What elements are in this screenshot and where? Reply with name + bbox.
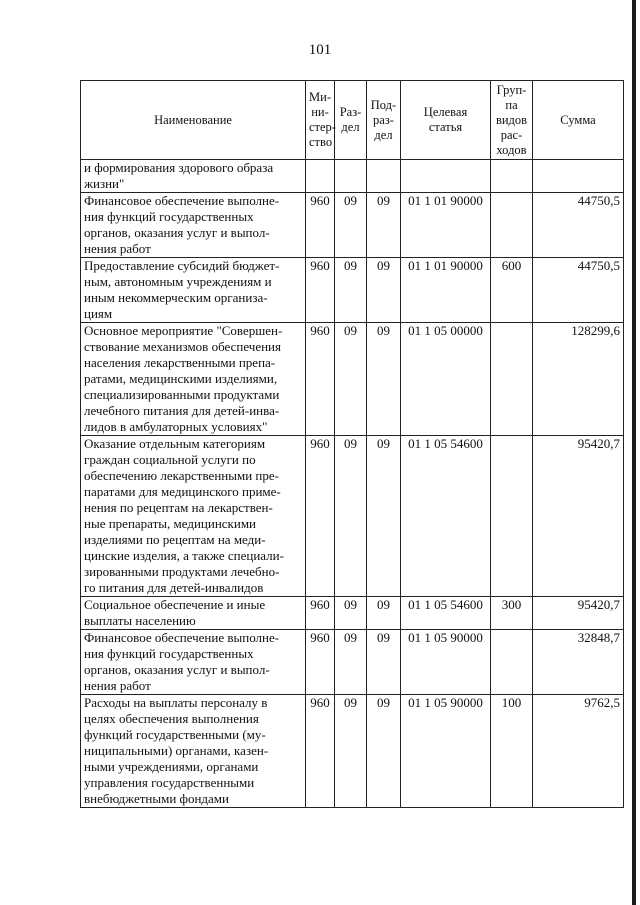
table-row	[81, 695, 624, 808]
header-group-label: Груп- па видов рас- ходов	[495, 82, 528, 157]
row-sum: 32848,7	[533, 630, 624, 695]
table-row	[81, 323, 624, 436]
row-name: Основное мероприятие "Совершен- ствование механизмов обеспечения населения лекарственными препа- ратами, медицинскими изделиями, специализированными продуктами лечебного питания для детей-инва- лидов в амбулаторных условиях"	[81, 323, 306, 436]
budget-table	[80, 80, 624, 808]
row-article: 01 1 05 54600	[401, 436, 491, 597]
header-ministry-label: Ми- ни- стер- ство	[309, 90, 336, 149]
row-subsection: 09	[367, 695, 401, 808]
table-row	[81, 160, 624, 193]
header-section-label: Раз- дел	[339, 105, 362, 134]
row-section: 09	[335, 323, 367, 436]
header-subsection	[367, 81, 401, 160]
row-article: 01 1 01 90000	[401, 193, 491, 258]
row-subsection: 09	[367, 436, 401, 597]
row-group	[491, 193, 533, 258]
row-group	[491, 323, 533, 436]
row-sum: 128299,6	[533, 323, 624, 436]
table-row	[81, 193, 624, 258]
row-article: 01 1 05 90000	[401, 695, 491, 808]
row-name: Финансовое обеспечение выполне- ния функций государственных органов, оказания услуг и выпол- нения работ	[81, 630, 306, 695]
header-ministry	[306, 81, 335, 160]
row-article: 01 1 05 90000	[401, 630, 491, 695]
row-article: 01 1 05 00000	[401, 323, 491, 436]
row-article	[401, 160, 491, 193]
row-section: 09	[335, 695, 367, 808]
row-article: 01 1 05 54600	[401, 597, 491, 630]
row-sum: 44750,5	[533, 193, 624, 258]
row-name: Расходы на выплаты персоналу в целях обеспечения выполнения функций государственными (му- ниципальными) органами, казен- ными учреждениями, органами управления государственными внебюджетными фондами	[81, 695, 306, 808]
header-section	[335, 81, 367, 160]
row-group	[491, 630, 533, 695]
header-name: Наименование	[81, 81, 306, 160]
row-group	[491, 160, 533, 193]
row-name: Оказание отдельным категориям граждан социальной услуги по обеспечению лекарственными пре- паратами для медицинского приме- нения по рецептам на лекарствен- ные препараты, медицинскими изделиями по рецептам на меди- цинские изделия, а также специали- зированными продуктами лечебно- го питания для детей-инвалидов	[81, 436, 306, 597]
page-number: 101	[308, 42, 332, 58]
row-ministry: 960	[306, 258, 335, 323]
row-ministry	[306, 160, 335, 193]
table-header-row	[81, 81, 624, 160]
header-group	[491, 81, 533, 160]
row-section: 09	[335, 597, 367, 630]
table-row	[81, 258, 624, 323]
row-name: Предоставление субсидий бюджет- ным, автономным учреждениям и иным некоммерческим организа- циям	[81, 258, 306, 323]
row-ministry: 960	[306, 597, 335, 630]
row-group: 300	[491, 597, 533, 630]
row-subsection: 09	[367, 630, 401, 695]
row-name: и формирования здорового образа жизни"	[81, 160, 306, 193]
header-subsection-label: Под- раз- дел	[370, 97, 397, 142]
row-ministry: 960	[306, 323, 335, 436]
row-ministry: 960	[306, 193, 335, 258]
row-ministry: 960	[306, 630, 335, 695]
row-ministry: 960	[306, 436, 335, 597]
header-sum: Сумма	[533, 81, 624, 160]
row-sum: 95420,7	[533, 436, 624, 597]
row-group: 600	[491, 258, 533, 323]
row-section	[335, 160, 367, 193]
row-subsection: 09	[367, 323, 401, 436]
row-subsection: 09	[367, 597, 401, 630]
row-subsection: 09	[367, 258, 401, 323]
row-name: Социальное обеспечение и иные выплаты населению	[81, 597, 306, 630]
row-section: 09	[335, 436, 367, 597]
row-name: Финансовое обеспечение выполне- ния функций государственных органов, оказания услуг и выпол- нения работ	[81, 193, 306, 258]
table-row	[81, 630, 624, 695]
row-section: 09	[335, 630, 367, 695]
row-group	[491, 436, 533, 597]
row-section: 09	[335, 258, 367, 323]
row-article: 01 1 01 90000	[401, 258, 491, 323]
page-edge-line	[632, 0, 636, 905]
row-sum	[533, 160, 624, 193]
row-sum: 95420,7	[533, 597, 624, 630]
row-sum: 9762,5	[533, 695, 624, 808]
row-subsection	[367, 160, 401, 193]
row-group: 100	[491, 695, 533, 808]
row-ministry: 960	[306, 695, 335, 808]
row-sum: 44750,5	[533, 258, 624, 323]
header-article	[401, 81, 491, 160]
table-row	[81, 597, 624, 630]
header-article-label: Целевая статья	[423, 105, 468, 134]
table-row	[81, 436, 624, 597]
row-subsection: 09	[367, 193, 401, 258]
row-section: 09	[335, 193, 367, 258]
